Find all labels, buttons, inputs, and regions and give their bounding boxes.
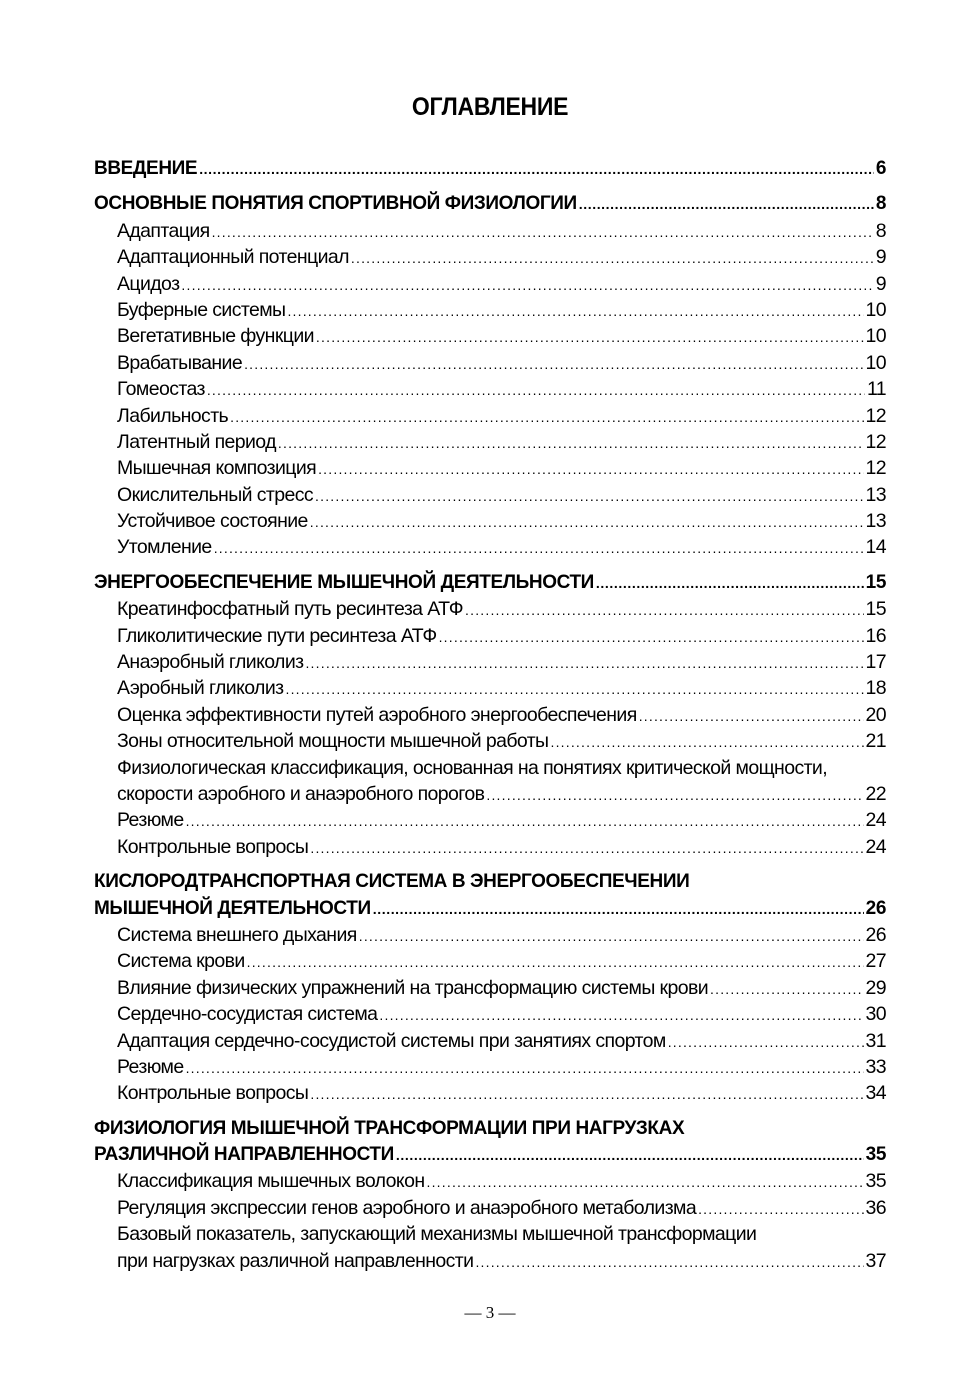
toc-line: [94, 1195, 886, 1221]
dot-leader: [287, 298, 863, 324]
toc-page-number: 8: [875, 219, 886, 242]
toc-line: [94, 649, 886, 675]
toc-line: [94, 191, 886, 217]
dot-leader: [596, 570, 864, 596]
toc-entry-title: скорости аэробного и анаэробного порогов: [117, 782, 485, 805]
toc-line: [94, 403, 886, 429]
toc-section-entry[interactable]: [94, 1054, 886, 1080]
toc-page-number: 31: [865, 1029, 886, 1052]
toc-line: [94, 244, 886, 270]
toc-section-entry[interactable]: [94, 429, 886, 455]
toc-entry-title: Врабатывание: [117, 351, 243, 374]
toc-page-number: 10: [865, 325, 886, 348]
toc-line: [94, 807, 886, 833]
dot-leader: [373, 896, 864, 922]
toc-page-number: 27: [865, 950, 886, 973]
dot-leader: [186, 1055, 864, 1081]
dot-leader: [214, 535, 864, 561]
toc-entry-title: Аэробный гликолиз: [117, 677, 284, 700]
toc-section-entry[interactable]: [94, 755, 886, 808]
dot-leader: [186, 808, 864, 834]
toc-section-entry[interactable]: [94, 1195, 886, 1221]
toc-page-number: 22: [865, 782, 886, 805]
toc-entry-title: Резюме: [117, 809, 184, 832]
toc-section-entry[interactable]: [94, 807, 886, 833]
toc-section-entry[interactable]: [94, 1080, 886, 1106]
dot-leader: [315, 483, 863, 509]
toc-line: [94, 702, 886, 728]
toc-page-number: 16: [865, 624, 886, 647]
dot-leader: [310, 509, 864, 535]
toc-page-number: 18: [865, 677, 886, 700]
toc-entry-title: Физиологическая классификация, основанная на понятиях критической мощности,: [117, 756, 828, 779]
toc-line: [94, 755, 886, 781]
toc-section-entry[interactable]: [94, 271, 886, 297]
toc-line: [94, 596, 886, 622]
toc-line: [94, 1001, 886, 1027]
toc-line: [94, 1248, 886, 1274]
toc-line: [94, 156, 886, 182]
toc-page-number: 13: [865, 483, 886, 506]
toc-page-number: 15: [865, 598, 886, 621]
dot-leader: [316, 324, 864, 350]
toc-line: [94, 508, 886, 534]
toc-line: [94, 922, 886, 948]
toc-page-number: 36: [865, 1196, 886, 1219]
toc-line: [94, 1221, 886, 1247]
page-title: ОГЛАВЛЕНИЕ: [411, 93, 569, 121]
toc-line: [94, 948, 886, 974]
toc-line: [94, 896, 886, 922]
dot-leader: [278, 430, 864, 456]
toc-page-number: 21: [865, 730, 886, 753]
toc-entry-title: Классификация мышечных волокон: [117, 1170, 425, 1193]
toc-section-entry[interactable]: [94, 834, 886, 860]
dot-leader: [318, 456, 863, 482]
dot-leader: [639, 703, 864, 729]
dot-leader: [305, 650, 863, 676]
toc-entry-title: Контрольные вопросы: [117, 835, 309, 858]
toc-line: [94, 975, 886, 1001]
toc-line: [94, 1142, 886, 1168]
toc-section-entry[interactable]: [94, 534, 886, 560]
toc-entry-title: Буферные системы: [117, 298, 286, 321]
dot-leader: [199, 156, 874, 182]
toc-line: [94, 1028, 886, 1054]
table-of-contents: [94, 156, 886, 1274]
toc-line: [94, 350, 886, 376]
toc-line: [94, 271, 886, 297]
toc-page-number: 11: [866, 378, 886, 401]
toc-page-number: 13: [865, 510, 886, 533]
toc-section-entry[interactable]: [94, 244, 886, 270]
toc-line: [94, 781, 886, 807]
toc-section-entry[interactable]: [94, 218, 886, 244]
toc-entry-title: Контрольные вопросы: [117, 1082, 309, 1105]
dot-leader: [244, 351, 863, 377]
toc-entry-title: МЫШЕЧНОЙ ДЕЯТЕЛЬНОСТИ: [94, 897, 371, 919]
toc-page-number: 30: [865, 1003, 886, 1026]
toc-line: [94, 1080, 886, 1106]
toc-section-entry[interactable]: [94, 922, 886, 948]
toc-entry-title: РАЗЛИЧНОЙ НАПРАВЛЕННОСТИ: [94, 1144, 394, 1166]
toc-line: [94, 534, 886, 560]
toc-entry-title: Устойчивое состояние: [117, 510, 308, 533]
dot-leader: [181, 272, 873, 298]
dot-leader: [427, 1169, 864, 1195]
toc-line: [94, 482, 886, 508]
toc-entry-title: Гомеостаз: [117, 378, 205, 401]
toc-section-entry[interactable]: [94, 1221, 886, 1274]
toc-section-entry[interactable]: [94, 323, 886, 349]
dot-leader: [668, 1029, 864, 1055]
toc-entry-title: Лабильность: [117, 404, 229, 427]
toc-entry-title: Базовый показатель, запускающий механизмы мышечной трансформации: [117, 1223, 757, 1246]
toc-entry-title: Латентный период: [117, 430, 276, 453]
toc-section-entry[interactable]: [94, 623, 886, 649]
toc-section-entry[interactable]: [94, 508, 886, 534]
toc-entry-title: ВВЕДЕНИЕ: [94, 158, 198, 179]
toc-section-entry[interactable]: [94, 649, 886, 675]
toc-section-entry[interactable]: [94, 675, 886, 701]
toc-section-entry[interactable]: [94, 1001, 886, 1027]
toc-entry-title: ФИЗИОЛОГИЯ МЫШЕЧНОЙ ТРАНСФОРМАЦИИ ПРИ НАГРУЗКАХ: [94, 1117, 685, 1139]
toc-page-number: 26: [865, 897, 886, 919]
toc-line: [94, 675, 886, 701]
dot-leader: [247, 949, 864, 975]
dot-leader: [230, 404, 863, 430]
toc-page-number: 37: [865, 1249, 886, 1272]
dot-leader: [396, 1142, 864, 1168]
toc-line: [94, 623, 886, 649]
toc-chapter-entry[interactable]: [94, 570, 886, 596]
toc-page-number: 33: [865, 1055, 886, 1078]
toc-line: [94, 869, 886, 895]
toc-chapter-entry[interactable]: [94, 869, 886, 922]
toc-entry-title: КИСЛОРОДТРАНСПОРТНАЯ СИСТЕМА В ЭНЕРГООБЕСПЕЧЕНИИ: [94, 871, 690, 893]
dot-leader: [710, 976, 863, 1002]
toc-page-number: 17: [865, 651, 886, 674]
toc-line: [94, 376, 886, 402]
dot-leader: [351, 245, 874, 271]
toc-section-entry[interactable]: [94, 1028, 886, 1054]
toc-entry-title: Система внешнего дыхания: [117, 923, 357, 946]
dot-leader: [486, 782, 863, 808]
toc-entry-title: Адаптационный потенциал: [117, 246, 349, 269]
toc-entry-title: Адаптация сердечно-сосудистой системы при занятиях спортом: [117, 1029, 666, 1052]
page-number: — 3 —: [464, 1303, 516, 1322]
dot-leader: [579, 191, 874, 217]
dot-leader: [550, 729, 863, 755]
toc-page-number: 34: [865, 1082, 886, 1105]
dot-leader: [285, 676, 863, 702]
toc-entry-title: ЭНЕРГООБЕСПЕЧЕНИЕ МЫШЕЧНОЙ ДЕЯТЕЛЬНОСТИ: [94, 571, 594, 593]
dot-leader: [475, 1249, 863, 1275]
toc-entry-title: Мышечная композиция: [117, 457, 317, 480]
toc-line: [94, 429, 886, 455]
toc-entry-title: ОСНОВНЫЕ ПОНЯТИЯ СПОРТИВНОЙ ФИЗИОЛОГИИ: [94, 193, 577, 215]
toc-page-number: 24: [865, 809, 886, 832]
dot-leader: [212, 219, 874, 245]
toc-entry-title: Регуляция экспрессии генов аэробного и анаэробного метаболизма: [117, 1196, 697, 1219]
dot-leader: [465, 597, 863, 623]
toc-line: [94, 834, 886, 860]
toc-page-number: 14: [865, 536, 886, 559]
toc-section-entry[interactable]: [94, 297, 886, 323]
toc-page-number: 12: [865, 430, 886, 453]
toc-page-number: 26: [865, 923, 886, 946]
dot-leader: [310, 835, 863, 861]
toc-page-number: 12: [865, 457, 886, 480]
toc-page-number: 35: [865, 1170, 886, 1193]
toc-line: [94, 218, 886, 244]
toc-page-number: 24: [865, 835, 886, 858]
toc-entry-title: Окислительный стресс: [117, 483, 314, 506]
toc-entry-title: Сердечно-сосудистая система: [117, 1003, 378, 1026]
toc-entry-title: Гликолитические пути ресинтеза АТФ: [117, 624, 437, 647]
toc-chapter-entry[interactable]: [94, 156, 886, 182]
toc-section-entry[interactable]: [94, 975, 886, 1001]
toc-section-entry[interactable]: [94, 702, 886, 728]
toc-section-entry[interactable]: [94, 350, 886, 376]
toc-page-number: 15: [865, 571, 886, 593]
toc-page-number: 35: [865, 1144, 886, 1166]
toc-entry-title: Оценка эффективности путей аэробного энергообеспечения: [117, 703, 637, 726]
dot-leader: [698, 1196, 863, 1222]
toc-entry-title: при нагрузках различной направленности: [117, 1249, 474, 1272]
toc-line: [94, 570, 886, 596]
toc-section-entry[interactable]: [94, 1168, 886, 1194]
toc-line: [94, 297, 886, 323]
toc-line: [94, 728, 886, 754]
toc-page-number: 10: [865, 351, 886, 374]
dot-leader: [379, 1002, 863, 1028]
dot-leader: [207, 377, 865, 403]
toc-section-entry[interactable]: [94, 455, 886, 481]
toc-section-entry[interactable]: [94, 728, 886, 754]
toc-entry-title: Вегетативные функции: [117, 325, 314, 348]
toc-entry-title: Креатинфосфатный путь ресинтеза АТФ: [117, 598, 464, 621]
toc-line: [94, 455, 886, 481]
toc-line: [94, 1054, 886, 1080]
toc-entry-title: Ацидоз: [117, 272, 180, 295]
toc-line: [94, 323, 886, 349]
toc-chapter-entry[interactable]: [94, 191, 886, 217]
toc-section-entry[interactable]: [94, 403, 886, 429]
dot-leader: [359, 923, 864, 949]
toc-section-entry[interactable]: [94, 948, 886, 974]
toc-line: [94, 1116, 886, 1142]
toc-line: [94, 1168, 886, 1194]
toc-page-number: 12: [865, 404, 886, 427]
toc-entry-title: Зоны относительной мощности мышечной работы: [117, 730, 549, 753]
toc-entry-title: Резюме: [117, 1055, 184, 1078]
toc-page-number: 9: [875, 272, 886, 295]
toc-chapter-entry[interactable]: [94, 1116, 886, 1169]
toc-entry-title: Утомление: [117, 536, 212, 559]
toc-page-number: 9: [875, 246, 886, 269]
toc-entry-title: Система крови: [117, 950, 245, 973]
dot-leader: [439, 624, 864, 650]
toc-page-number: 6: [875, 158, 886, 179]
toc-entry-title: Адаптация: [117, 219, 210, 242]
toc-page-number: 20: [865, 703, 886, 726]
toc-entry-title: Анаэробный гликолиз: [117, 651, 304, 674]
toc-section-entry[interactable]: [94, 482, 886, 508]
dot-leader: [310, 1081, 863, 1107]
toc-page-number: 8: [875, 193, 886, 215]
toc-page-number: 10: [865, 298, 886, 321]
toc-entry-title: Влияние физических упражнений на трансформацию системы крови: [117, 976, 709, 999]
toc-section-entry[interactable]: [94, 596, 886, 622]
toc-page-number: 29: [865, 976, 886, 999]
toc-section-entry[interactable]: [94, 376, 886, 402]
